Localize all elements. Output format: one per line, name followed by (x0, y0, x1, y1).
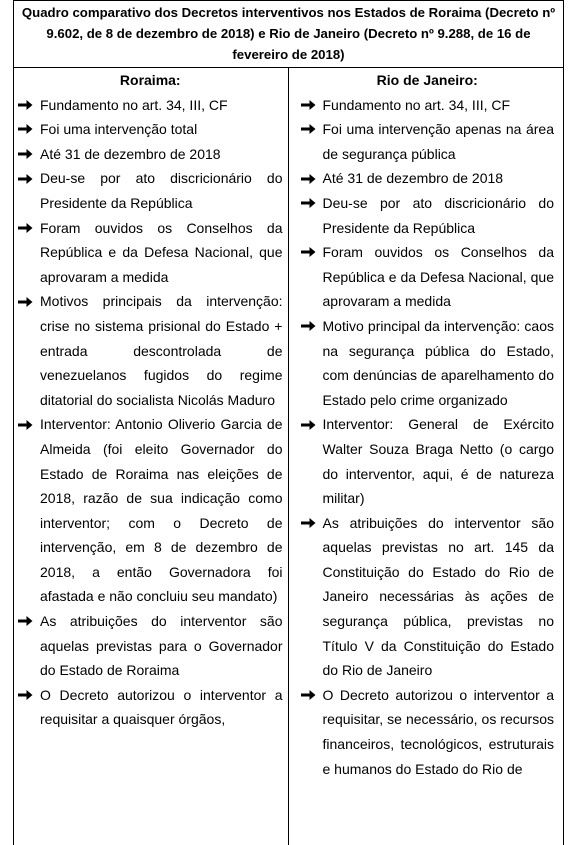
list-item-text: Fundamento no art. 34, III, CF (322, 96, 511, 113)
arrow-bullet-icon (301, 93, 323, 118)
arrow-bullet-icon (18, 412, 40, 437)
list-item-text: As atribuições do interventor são aquelas previstas para o Governador do Estado de Roraima (40, 613, 283, 679)
arrow-bullet-icon (18, 142, 40, 167)
list-item-text: O Decreto autorizou o interventor a requisitar a quaisquer órgãos, (40, 686, 283, 728)
list-item (18, 166, 283, 215)
list-item (301, 412, 555, 510)
list-item-text: Motivos principais da intervenção: crise no sistema prisional do Estado + entrada descontrolada de venezuelanos fugidos do regime ditatorial do socialista Nicolás Maduro (40, 293, 283, 408)
list-item (301, 166, 555, 191)
arrow-bullet-icon (18, 289, 40, 314)
list-item (18, 142, 283, 167)
list-item (18, 93, 283, 118)
list-item (301, 683, 555, 781)
list-item (18, 216, 283, 290)
roraima-column (14, 68, 289, 845)
table-columns (14, 68, 563, 845)
list-item (301, 117, 555, 166)
arrow-bullet-icon (301, 683, 323, 708)
list-item (18, 289, 283, 412)
arrow-bullet-icon (301, 314, 323, 339)
roraima-heading: Roraima: (119, 72, 181, 88)
list-item (18, 412, 283, 609)
arrow-bullet-icon (301, 117, 323, 142)
list-item-text: Foi uma intervenção total (40, 121, 198, 138)
list-item (301, 191, 555, 240)
rio-list (301, 93, 555, 782)
arrow-bullet-icon (301, 412, 323, 437)
arrow-bullet-icon (301, 166, 323, 191)
arrow-bullet-icon (18, 609, 40, 634)
list-item-text: Interventor: General de Exército Walter Souza Braga Netto (o cargo do interventor, aqui, é de natureza militar) (322, 416, 554, 507)
list-item-text: Deu-se por ato discricionário do Presidente da República (322, 194, 554, 236)
roraima-list (18, 93, 283, 732)
list-item-text: O Decreto autorizou o interventor a requisitar, se necessário, os recursos financeiros, tecnológicos, estruturais e humanos do Estado do Rio de (322, 686, 554, 777)
list-item-text: As atribuições do interventor são aquelas previstas no art. 145 da Constituição do Estado do Rio de Janeiro necessárias às ações de segurança pública, previstas no Título V da Constituição do Estado do Rio de Janeiro (322, 514, 554, 679)
list-item (301, 314, 555, 412)
arrow-bullet-icon (18, 166, 40, 191)
list-item-text: Deu-se por ato discricionário do Presidente da República (40, 170, 283, 211)
list-item-text: Até 31 de dezembro de 2018 (40, 145, 221, 162)
arrow-bullet-icon (301, 191, 323, 216)
list-item-text: Foram ouvidos os Conselhos da República e da Defesa Nacional, que aprovaram a medida (322, 244, 554, 310)
list-item-text: Até 31 de dezembro de 2018 (322, 170, 504, 187)
list-item-text: Fundamento no art. 34, III, CF (40, 96, 228, 113)
arrow-bullet-icon (18, 117, 40, 142)
rio-column (289, 68, 564, 845)
table-title: Quadro comparativo dos Decretos interventivos nos Estados de Roraima (Decreto nº 9.602, de 8 de dezembro de 2018) e Rio de Janeiro (Decreto nº 9.288, de 16 de fevereiro de 2018) (14, 1, 563, 68)
list-item-text: Interventor: Antonio Oliverio Garcia de Almeida (foi eleito Governador do Estado de Roraima nas eleições de 2018, razão de sua indicação como interventor; com o Decreto de intervenção, em 8 de dezembro de 2018, a então Governadora foi afastada e não concluiu seu mandato) (40, 416, 283, 605)
list-item (301, 511, 555, 683)
list-item (301, 93, 555, 118)
arrow-bullet-icon (18, 93, 40, 118)
list-item-text: Motivo principal da intervenção: caos na segurança pública do Estado, com denúncias de aparelhamento do Estado pelo crime organizado (322, 317, 554, 408)
comparison-table (13, 0, 564, 845)
list-item (301, 240, 555, 314)
document-page (13, 0, 565, 845)
rio-heading: Rio de Janeiro: (376, 72, 478, 88)
arrow-bullet-icon (301, 240, 323, 265)
arrow-bullet-icon (301, 511, 323, 536)
arrow-bullet-icon (18, 216, 40, 241)
list-item (18, 683, 283, 732)
list-item-text: Foram ouvidos os Conselhos da República e da Defesa Nacional, que aprovaram a medida (40, 219, 283, 285)
list-item (18, 117, 283, 142)
list-item (18, 609, 283, 683)
arrow-bullet-icon (18, 683, 40, 708)
list-item-text: Foi uma intervenção apenas na área de segurança pública (322, 121, 554, 162)
